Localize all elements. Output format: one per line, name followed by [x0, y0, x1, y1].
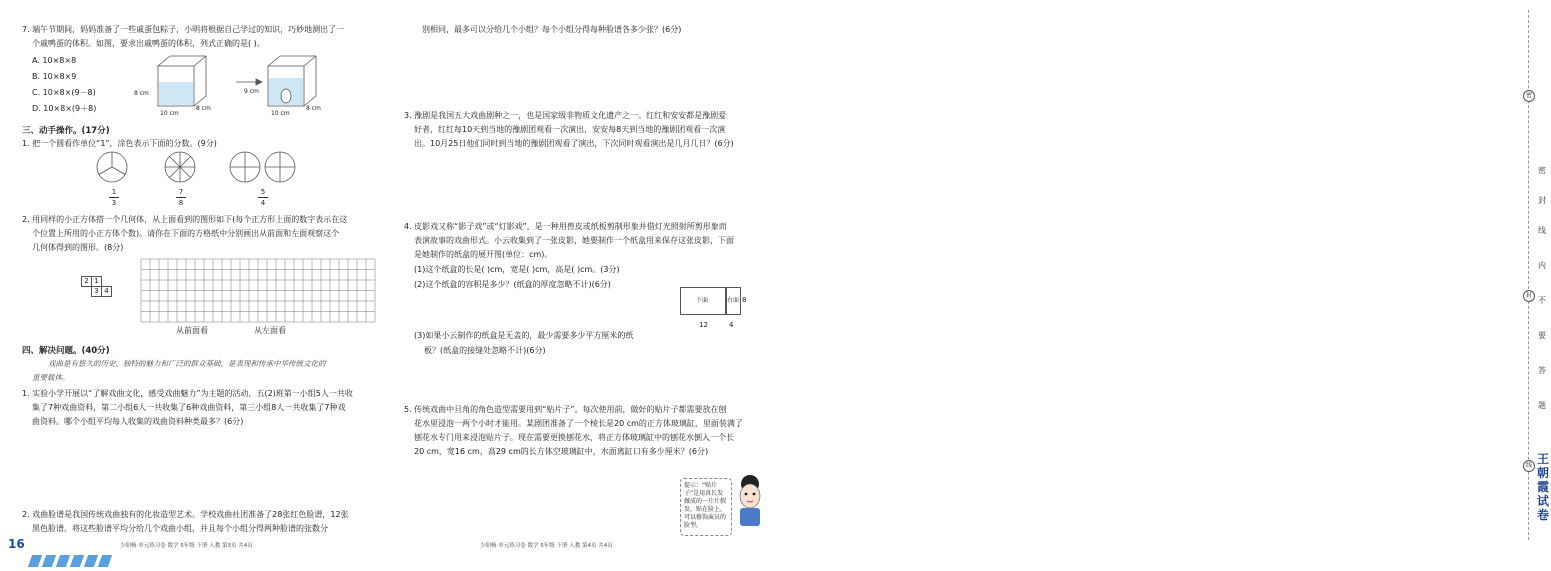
- tank2-length: 10 cm: [271, 110, 290, 117]
- q2-line3: 几何体得到的图形。(8分): [32, 243, 124, 252]
- gutter-char: 密: [1538, 166, 1546, 175]
- brand-logo: 王朝霞试卷: [1537, 452, 1550, 522]
- seal-mark: 封: [1523, 290, 1535, 302]
- p4-line2: 表演故事的戏曲形式。小云收集到了一张皮影，她要制作一个纸盒用来保存这张皮影，下面: [414, 236, 734, 245]
- right-page: [400, 0, 800, 566]
- top-view-cell: 4: [101, 286, 112, 297]
- front-view-label: 从前面看: [176, 326, 208, 335]
- right-footer: 少阳畅·单元练习卷 数学 5年级 下册 人教 第4页 共4页: [480, 543, 613, 549]
- intro-line1: 戏曲是有悠久的历史、独特的魅力和广泛的群众基础，是表现和传承中华传统文化的: [48, 359, 326, 368]
- q7-option-b: B. 10×8×9: [32, 72, 77, 81]
- top-view-cell: 1: [91, 276, 102, 287]
- gutter-char: 答: [1538, 366, 1546, 375]
- p2-line1: 2. 戏曲脸谱是我国传统戏曲独有的化妆造型艺术。学校戏曲社团准备了28张红色脸谱，12张: [22, 510, 349, 519]
- decor-stripes: [30, 552, 150, 564]
- p4-line3: 是她制作的纸盒的展开图(单位：cm)。: [414, 250, 553, 259]
- frac3-den: 4: [258, 197, 268, 209]
- net-height-label: 8: [742, 296, 747, 304]
- q2-line1: 2. 用同样的小正方体搭一个几何体，从上面看到的图形如下(每个正方形上面的数字表示在这: [22, 215, 348, 224]
- answer-grid[interactable]: [140, 258, 376, 324]
- q7-option-d: D. 10×8×(9＋8): [32, 104, 97, 113]
- p5-line3: 刨花水专门用来浸泡贴片子。现在需要更换刨花水，将正方体玻璃缸中的刨花水倒入一个长: [414, 433, 734, 442]
- q7-line2: 个戚鸭蛋的体积。如图，要求出戚鸭蛋的体积，列式正确的是( )。: [32, 39, 265, 48]
- p4-sub3-a: (3)如果小云制作的纸盒是无盖的，最少需要多少平方厘米的纸: [414, 331, 634, 340]
- section-3-heading: 三、动手操作。(17分): [22, 126, 110, 136]
- top-view-cell: 2: [81, 276, 92, 287]
- p5-line2: 花水里浸泡一两个小时才能用。某剧团准备了一个棱长是20 cm的正方体玻璃缸，里面装满了: [414, 419, 743, 428]
- frac1-den: 3: [109, 197, 119, 209]
- frac2-den: 8: [176, 197, 186, 209]
- p3-line2: 好者，红红每10天到当地的豫剧团观看一次演出，安安每8天到当地的豫剧团观看一次演: [414, 125, 726, 134]
- gutter-char: 不: [1538, 296, 1546, 305]
- gutter-char: 题: [1538, 401, 1546, 410]
- net-width-label: 4: [729, 321, 734, 329]
- q7-line1: 7. 端午节期间，妈妈准备了一些戚蛋包粽子，小明将根据自己学过的知识，巧妙地测出了一: [22, 25, 345, 34]
- frac2-num: 7: [178, 188, 184, 196]
- gutter-char: 封: [1538, 196, 1546, 205]
- p4-sub3-b: 板？(纸盒的接缝处忽略不计)(6分): [424, 346, 546, 355]
- gutter-char: 线: [1538, 226, 1546, 235]
- p2-line2: 黑色脸谱。将这些脸谱平均分给几个戏曲小组，并且每个小组分得两种脸谱的张数分: [32, 524, 328, 533]
- tank2-height: 9 cm: [244, 88, 259, 95]
- p4-sub2: (2)这个纸盒的容积是多少？(纸盒的厚度忽略不计)(6分): [414, 280, 611, 289]
- net-length-label: 12: [699, 321, 708, 329]
- tip-box: 提示：“贴片子”是用真长发做成的一片片假发，贴在脸上，可以修饰演员的脸型。: [680, 478, 732, 536]
- net-right-label: 右面: [727, 297, 740, 304]
- p5-line4: 20 cm，宽16 cm，高29 cm的长方体空玻璃缸中，水面离缸口有多少厘米？(6分): [414, 447, 709, 456]
- p2-continuation: 别相同，最多可以分给几个小组？每个小组分得每种脸谱各多少张？(6分): [422, 25, 682, 34]
- tank2-width: 8 cm: [306, 105, 321, 112]
- tank1-length: 10 cm: [160, 110, 179, 117]
- gutter-char: 要: [1538, 331, 1546, 340]
- frac3-num: 5: [260, 188, 266, 196]
- q7-option-a: A. 10×8×8: [32, 56, 77, 65]
- p3-line1: 3. 豫剧是我国五大戏曲剧种之一，也是国家级非物质文化遗产之一。红红和安安都是豫剧爱: [404, 111, 727, 120]
- p4-line1: 4. 皮影戏又称“影子戏”或“灯影戏”，是一种用兽皮或纸板剪制形象并借灯光照射所剪形象而: [404, 222, 727, 231]
- top-view-cell: 3: [91, 286, 102, 297]
- left-footer: 少阳畅·单元练习卷 数学 5年级 下册 人教 第3页 共4页: [120, 543, 253, 549]
- section-4-heading: 四、解决问题。(40分): [22, 346, 110, 356]
- tank1-height: 8 cm: [134, 90, 149, 97]
- left-page: [0, 0, 400, 566]
- binding-gutter: [760, 0, 1550, 566]
- p1-line3: 曲资料。哪个小组平均每人收集的戏曲资料种类最多？(6分): [32, 417, 244, 426]
- p1-line2: 集了7种戏曲资料，第二小组6人一共收集了6种戏曲资料，第三小组8人一共收集了7种戏: [32, 403, 346, 412]
- intro-line2: 重要载体。: [32, 373, 70, 382]
- q2-line2: 个位置上所用的小正方体个数)。请你在下面的方格纸中分别画出从前面和左面观察这个: [32, 229, 340, 238]
- p4-sub1: (1)这个纸盒的长是( )cm，宽是( )cm，高是( )cm。(3分): [414, 265, 620, 274]
- p1-line1: 1. 实验小学开展以“了解戏曲文化，感受戏曲魅力”为主题的活动，五(2)班第一小组5人一共收: [22, 389, 353, 398]
- q1-text: 1. 把一个圆看作单位“1”，涂色表示下面的分数。(9分): [22, 139, 217, 148]
- p5-line1: 5. 传统戏曲中旦角的角色造型需要用到“贴片子”。每次使用前，做好的贴片子都需要放在刨: [404, 405, 727, 414]
- seal-mark: 密: [1523, 90, 1535, 102]
- q7-option-c: C. 10×8×(9－8): [32, 88, 96, 97]
- gutter-char: 内: [1538, 261, 1546, 270]
- tank1-width: 8 cm: [196, 105, 211, 112]
- page-number: 16: [8, 537, 25, 551]
- net-bottom-label: 下面: [696, 297, 709, 304]
- p3-line3: 出。10月25日他们同时到当地的豫剧团观看了演出，下次同时观看演出是几月几日？(6分): [414, 139, 734, 148]
- seal-mark: 线: [1523, 460, 1535, 472]
- fraction-circles: [80, 150, 300, 190]
- frac1-num: 1: [111, 188, 117, 196]
- left-view-label: 从左面看: [254, 326, 286, 335]
